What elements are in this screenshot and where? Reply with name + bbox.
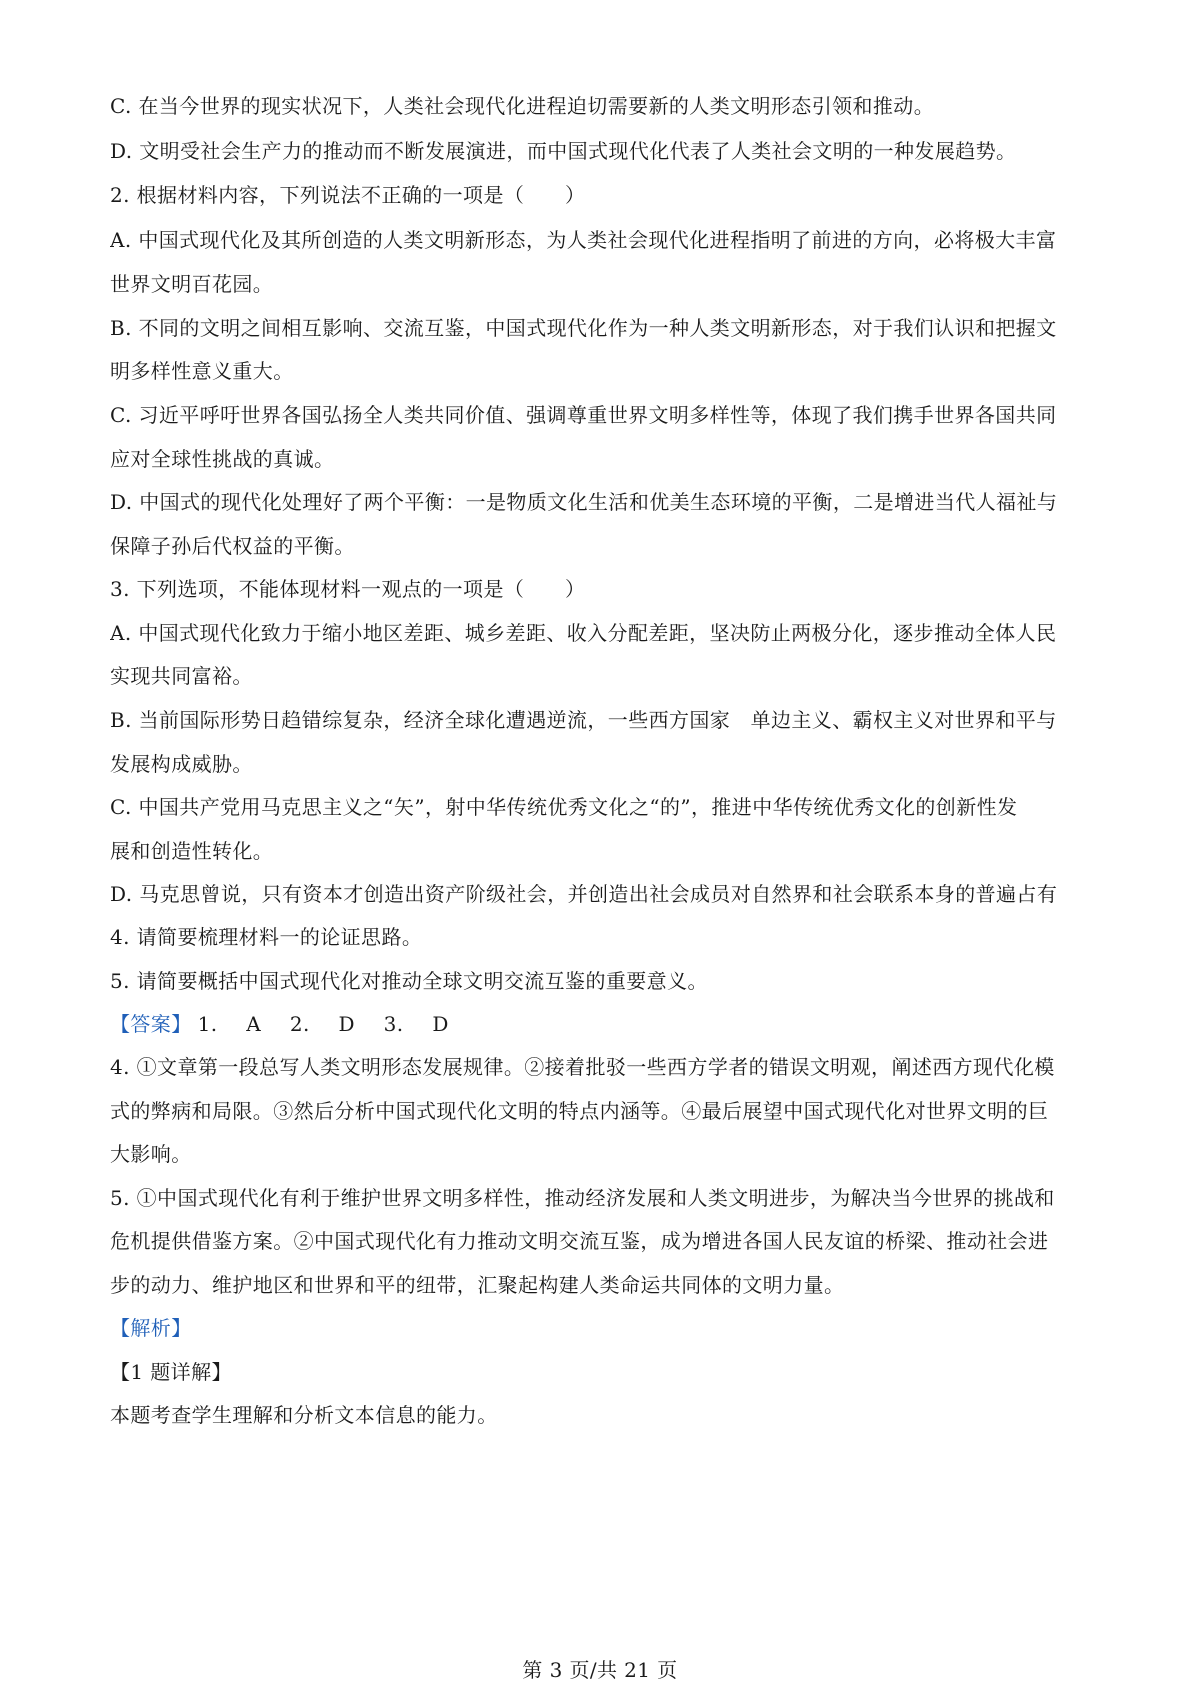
q4-stem: 4. 请简要梳理材料一的论证思路。: [110, 925, 423, 949]
analysis-label: 【解析】: [110, 1316, 192, 1340]
q3-stem: 3. 下列选项，不能体现材料一观点的一项是（ ）: [110, 577, 586, 601]
q2-option-b-line1: B. 不同的文明之间相互影响、交流互鉴，中国式现代化作为一种人类文明新形态，对于我们认识和把握文: [110, 316, 1057, 340]
answer-row: [110, 1010, 1100, 1038]
q1-option-c: C. 在当今世界的现实状况下，人类社会现代化进程迫切需要新的人类文明形态引领和推动。: [110, 94, 935, 118]
detail-text: 本题考查学生理解和分析文本信息的能力。: [110, 1403, 498, 1427]
q2-option-d-line2: 保障子孙后代权益的平衡。: [110, 534, 355, 558]
q2-option-a-line1: A. 中国式现代化及其所创造的人类文明新形态，为人类社会现代化进程指明了前进的方向，必将极大丰富: [110, 228, 1057, 252]
q3-option-c-line1: C. 中国共产党用马克思主义之“矢”，射中华传统优秀文化之“的”，推进中华传统优秀文化的创新性发: [110, 795, 1018, 819]
answer-5-line3: 步的动力、维护地区和世界和平的纽带，汇聚起构建人类命运共同体的文明力量。: [110, 1273, 845, 1297]
answer-values: 1. A 2. D 3. D: [197, 1012, 449, 1036]
answer-4-line1: 4. ①文章第一段总写人类文明形态发展规律。②接着批驳一些西方学者的错误文明观，阐述西方现代化模: [110, 1055, 1055, 1079]
answer-4-line3: 大影响。: [110, 1142, 192, 1166]
answer-4-line2: 式的弊病和局限。③然后分析中国式现代化文明的特点内涵等。④最后展望中国式现代化对世界文明的巨: [110, 1099, 1049, 1123]
q2-option-c-line2: 应对全球性挑战的真诚。: [110, 447, 335, 471]
q2-option-b-line2: 明多样性意义重大。: [110, 359, 294, 383]
q3-option-a-line2: 实现共同富裕。: [110, 664, 253, 688]
answer-label: 【答案】: [110, 1012, 192, 1036]
q3-option-c-line2: 展和创造性转化。: [110, 839, 274, 863]
q3-option-a-line1: A. 中国式现代化致力于缩小地区差距、城乡差距、收入分配差距，坚决防止两极分化，逐步推动全体人民: [110, 621, 1057, 645]
q3-option-b-line2: 发展构成威胁。: [110, 752, 253, 776]
detail-label: 【1 题详解】: [110, 1360, 232, 1384]
answer-5-line1: 5. ①中国式现代化有利于维护世界文明多样性，推动经济发展和人类文明进步，为解决当今世界的挑战和: [110, 1186, 1055, 1210]
q1-option-d: D. 文明受社会生产力的推动而不断发展演进，而中国式现代化代表了人类社会文明的一种发展趋势。: [110, 139, 1017, 163]
q3-option-d: D. 马克思曾说，只有资本才创造出资产阶级社会，并创造出社会成员对自然界和社会联系本身的普遍占有: [110, 882, 1058, 906]
q2-option-d-line1: D. 中国式的现代化处理好了两个平衡：一是物质文化生活和优美生态环境的平衡，二是增进当代人福祉与: [110, 490, 1058, 514]
q5-stem: 5. 请简要概括中国式现代化对推动全球文明交流互鉴的重要意义。: [110, 969, 708, 993]
answer-5-line2: 危机提供借鉴方案。②中国式现代化有力推动文明交流互鉴，成为增进各国人民友谊的桥梁、推动社会进: [110, 1229, 1049, 1253]
q2-stem: 2. 根据材料内容，下列说法不正确的一项是（ ）: [110, 183, 586, 207]
q3-option-b-line1: B. 当前国际形势日趋错综复杂，经济全球化遭遇逆流，一些西方国家 单边主义、霸权主义对世界和平与: [110, 708, 1057, 732]
q2-option-a-line2: 世界文明百花园。: [110, 272, 274, 296]
page-number: 第 3 页/共 21 页: [522, 1658, 678, 1682]
q2-option-c-line1: C. 习近平呼吁世界各国弘扬全人类共同价值、强调尊重世界文明多样性等，体现了我们携手世界各国共同: [110, 403, 1057, 427]
